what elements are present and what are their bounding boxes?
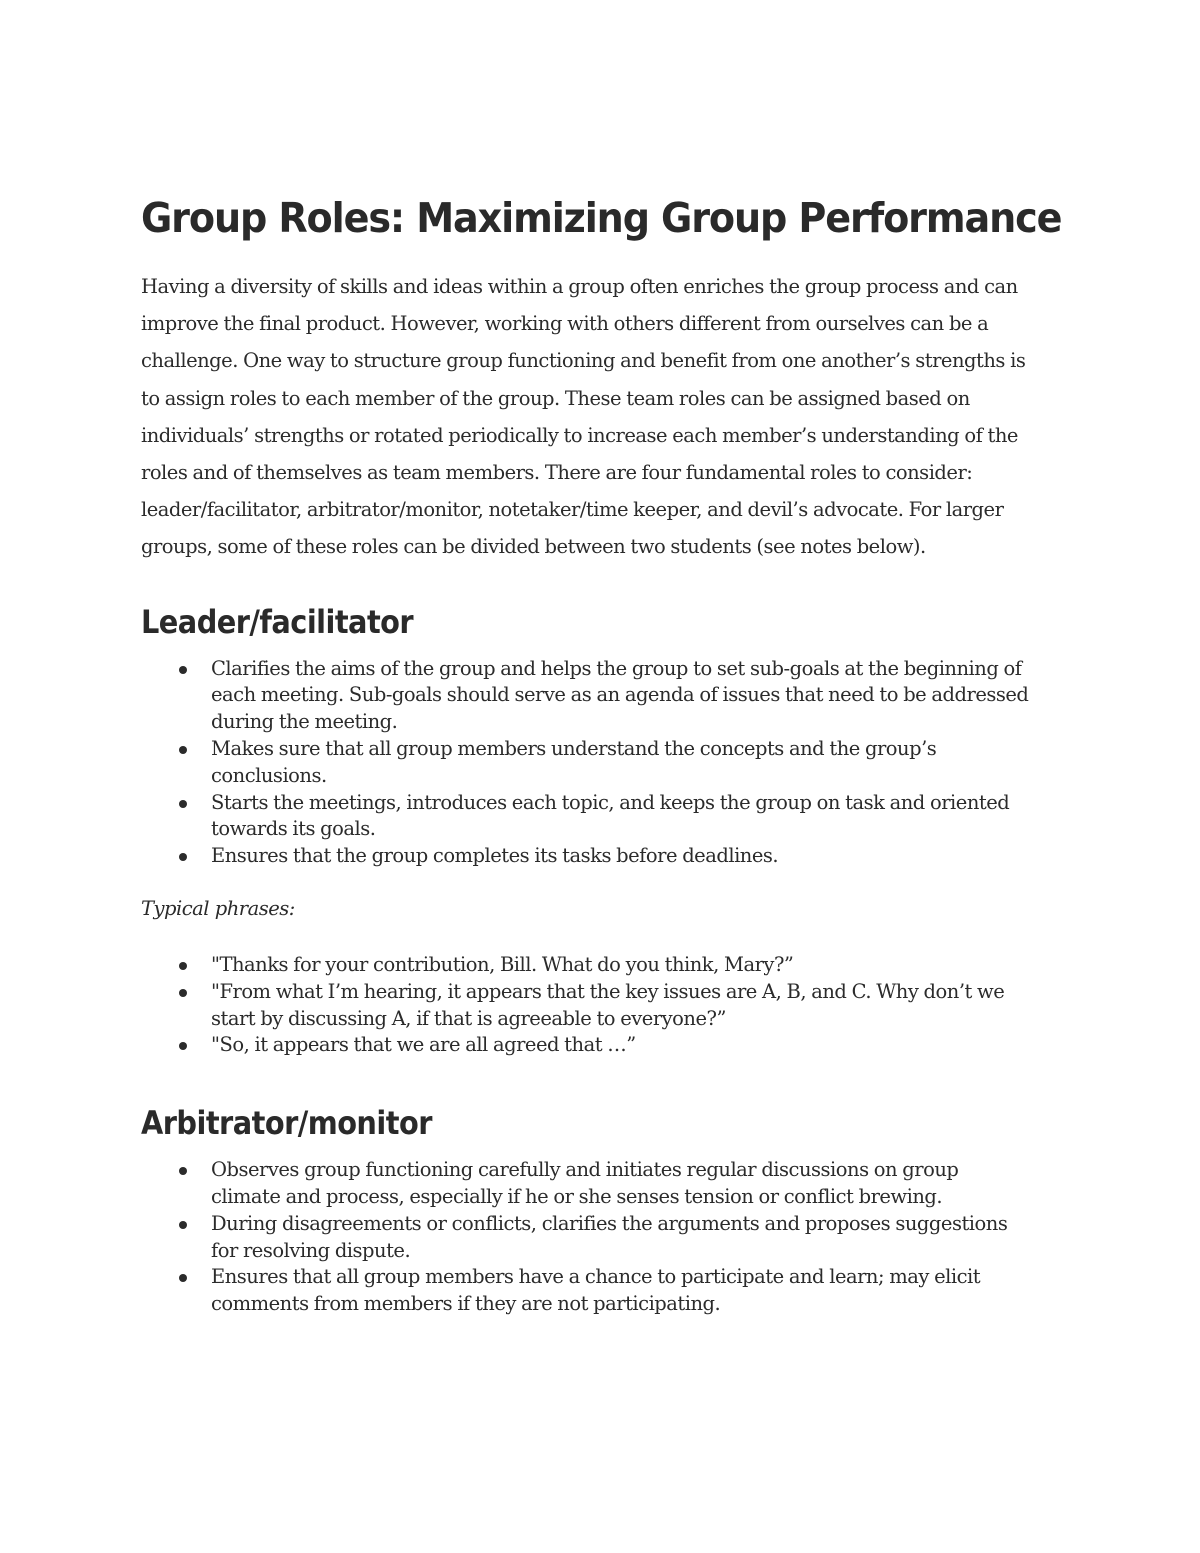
bullet-icon <box>179 1274 187 1282</box>
bullet-icon <box>179 853 187 861</box>
list-item-text: Ensures that the group completes its tasks before deadlines. <box>211 844 779 868</box>
bullet-icon <box>179 666 187 674</box>
section-heading-leader: Leader/facilitator <box>141 602 414 641</box>
typical-phrases-label: Typical phrases: <box>141 897 295 920</box>
list-item <box>141 1032 1031 1059</box>
list-item <box>141 736 1031 790</box>
list-item-text: Starts the meetings, introduces each topic, and keeps the group on task and oriented towards its goals. <box>211 790 1010 841</box>
bullet-icon <box>179 962 187 970</box>
list-item-text: "So, it appears that we are all agreed that …” <box>211 1033 636 1057</box>
list-item-text: Observes group functioning carefully and initiates regular discussions on group climate and process, especially if he or she senses tension or conflict brewing. <box>211 1158 959 1208</box>
list-item-text: "From what I’m hearing, it appears that the key issues are A, B, and C. Why don’t we start by discussing A, if that is agreeable to everyone?” <box>211 979 1005 1030</box>
list-item <box>141 979 1031 1033</box>
list-item <box>141 1211 1031 1265</box>
list-item-text: Makes sure that all group members understand the concepts and the group’s conclusions. <box>211 737 937 787</box>
list-item <box>141 1264 1031 1318</box>
bullet-icon <box>179 1042 187 1050</box>
list-item-text: Clarifies the aims of the group and helps the group to set sub-goals at the beginning of each meeting. Sub-goals should serve as an agenda of issues that need to be addressed during the meeting. <box>211 656 1029 734</box>
list-item-text: Ensures that all group members have a chance to participate and learn; may elicit comments from members if they are not participating. <box>211 1265 981 1316</box>
bullet-icon <box>179 800 187 808</box>
intro-paragraph: Having a diversity of skills and ideas within a group often enriches the group process and can improve the final product. However, working with others different from ourselves can be a challenge. One way to structure group functioning and benefit from one another’s strengths is to assign roles to each member of the group. These team roles can be assigned based on individuals’ strengths or rotated periodically to increase each member’s understanding of the roles and of themselves as team members. There are four fundamental roles to consider: leader/facilitator, arbitrator/monitor, notetaker/time keeper, and devil’s advocate. For larger groups, some of these roles can be divided between two students (see notes below). <box>141 275 1026 559</box>
list-item <box>141 952 1031 979</box>
document-page <box>141 190 1062 1318</box>
list-item-text: During disagreements or conflicts, clarifies the arguments and proposes suggestions for resolving dispute. <box>211 1211 1008 1262</box>
list-item <box>141 656 1031 736</box>
section-heading-arbitrator: Arbitrator/monitor <box>141 1104 432 1143</box>
typical-phrases-list <box>141 952 1031 1059</box>
bullet-icon <box>179 746 187 754</box>
bullet-icon <box>179 1221 187 1229</box>
leader-duties-list <box>141 656 1031 870</box>
document-title: Group Roles: Maximizing Group Performance <box>141 194 1062 242</box>
list-item-text: "Thanks for your contribution, Bill. What do you think, Mary?” <box>211 953 794 976</box>
list-item <box>141 1157 1031 1211</box>
bullet-icon <box>179 989 187 997</box>
list-item <box>141 843 1031 870</box>
arbitrator-duties-list <box>141 1157 1031 1318</box>
bullet-icon <box>179 1167 187 1175</box>
list-item <box>141 790 1031 844</box>
